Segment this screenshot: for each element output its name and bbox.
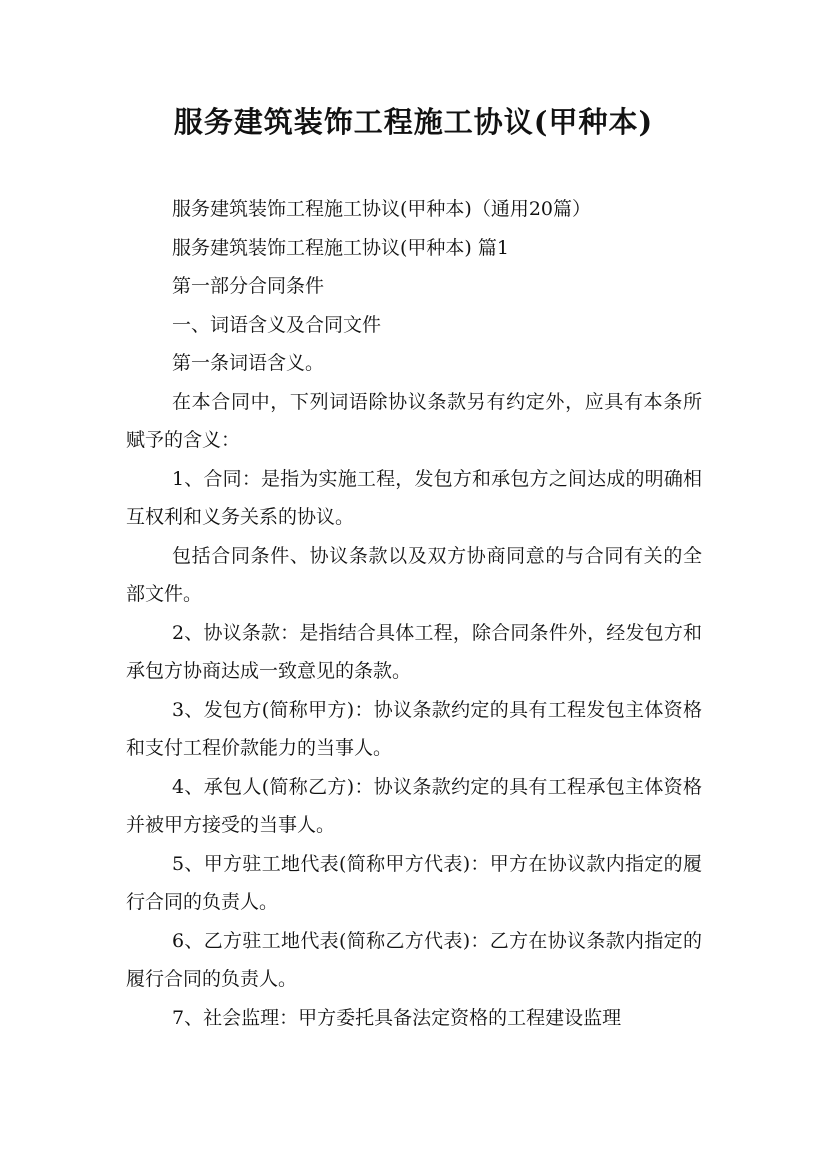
paragraph: 1、合同：是指为实施工程，发包方和承包方之间达成的明确相互权利和义务关系的协议。 (126, 467, 702, 528)
paragraph: 7、社会监理：甲方委托具备法定资格的工程建设监理 (172, 1006, 622, 1029)
subtitle-line: 服务建筑装饰工程施工协议(甲种本)（通用20篇） (172, 198, 592, 220)
paragraph: 6、乙方驻工地代表(简称乙方代表)：乙方在协议条款内指定的履行合同的负责人。 (126, 929, 702, 990)
document-title: 服务建筑装饰工程施工协议(甲种本) (173, 105, 654, 139)
paragraph: 在本合同中，下列词语除协议条款另有约定外，应具有本条所赋予的含义： (126, 390, 702, 451)
paragraph: 2、协议条款：是指结合具体工程，除合同条件外，经发包方和承包方协商达成一致意见的条款。 (126, 621, 702, 682)
paragraph: 4、承包人(简称乙方)：协议条款约定的具有工程承包主体资格并被甲方接受的当事人。 (126, 775, 702, 836)
document-body (126, 190, 702, 1037)
part-heading: 第一部分合同条件 (172, 275, 325, 297)
paragraph: 5、甲方驻工地代表(简称甲方代表)：甲方在协议款内指定的履行合同的负责人。 (126, 852, 702, 913)
chapter-heading: 一、词语含义及合同文件 (172, 313, 382, 336)
paragraph: 包括合同条件、协议条款以及双方协商同意的与合同有关的全部文件。 (126, 544, 702, 605)
paragraph: 3、发包方(简称甲方)：协议条款约定的具有工程发包主体资格和支付工程价款能力的当事人。 (126, 698, 702, 759)
article-heading: 第一条词语含义。 (172, 352, 325, 374)
section-heading: 服务建筑装饰工程施工协议(甲种本) 篇1 (172, 236, 509, 259)
